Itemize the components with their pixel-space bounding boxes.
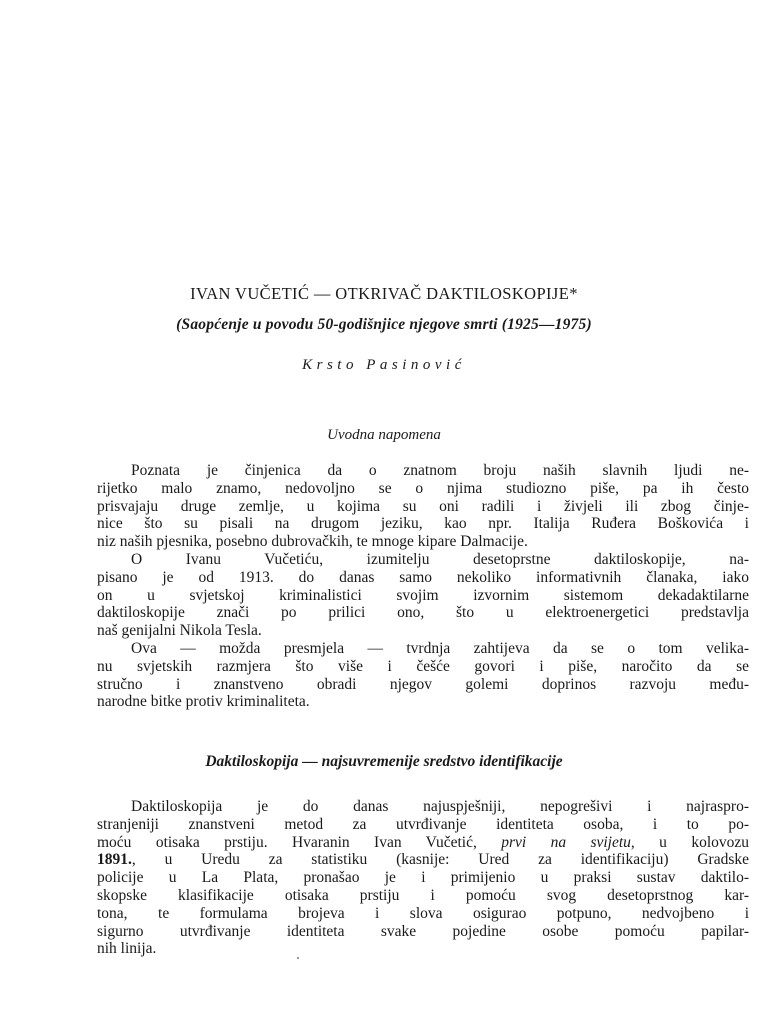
article-subtitle: (Saopćenje u povodu 50-godišnjice njegove smrti (1925—1975) [176, 316, 592, 333]
text-line: on u svjetskoj kriminalistici svojim izvornim sistemom dekadaktilarne [97, 586, 749, 604]
text-line: Daktiloskopija je do danas najuspješniji, nepogrešivi i najraspro- [131, 798, 749, 815]
section-heading-dactyloscopy: Daktiloskopija — najsuvremenije sredstvo identifikacije [205, 753, 563, 770]
text-line: skopske klasifikacije otisaka prstiju i pomoću svog desetoprstnog kar- [97, 886, 749, 904]
text-line: stručno i znanstveno obradi njegov golemi doprinos razvoju među- [97, 675, 749, 693]
text-line: Poznata je činjenica da o znatnom broju naših slavnih ljudi ne- [131, 462, 749, 479]
text-line: rijetko malo znamo, nedovoljno se o njima studiozno piše, pa ih često [97, 479, 749, 497]
text-line: policije u La Plata, pronašao je i primijenio u praksi sustav daktilo- [97, 869, 749, 887]
text-line [97, 834, 749, 852]
emphasis-text: prvi na svijetu [501, 833, 631, 851]
dactyloscopy-paragraph [97, 798, 749, 958]
text-run: , u Uredu za statistiku (kasnije: Ured za identifikaciju) Gradske [131, 851, 749, 869]
print-speck [297, 957, 299, 959]
text-run: , u kolovozu [630, 833, 750, 851]
text-line: sigurno utvrđivanje identiteta svake pojedine osobe pomoću papilar- [97, 922, 749, 940]
text-line: pisano je od 1913. do danas samo nekoliko informativnih članaka, iako [97, 568, 749, 586]
text-line: O Ivanu Vučetiću, izumitelju desetoprstne daktiloskopije, na- [131, 550, 749, 568]
text-line: tona, te formulama brojeva i slova osigurao potpuno, nedvojbeno i [97, 904, 749, 922]
text-line: naš genijalni Nikola Tesla. [97, 622, 262, 640]
intro-paragraph [97, 462, 749, 711]
text-line: nice što su pisali na drugom jeziku, kao npr. Italija Ruđera Boškovića i [97, 515, 749, 533]
section-heading-intro: Uvodna napomena [327, 427, 441, 443]
text-run: moću otisaka prstiju. Hvaranin Ivan Vučetić, [97, 833, 502, 851]
text-line [97, 851, 749, 869]
text-line: nih linija. [97, 940, 157, 958]
article-title: IVAN VUČETIĆ — OTKRIVAČ DAKTILOSKOPIJE* [190, 284, 578, 303]
text-line: stranjeniji znanstveni metod za utvrđivanje identiteta osoba, i to po- [97, 815, 749, 833]
text-line: niz naših pjesnika, posebno dubrovačkih, te mnoge kipare Dalmacije. [97, 533, 528, 551]
bold-year: 1891. [97, 851, 132, 869]
text-line: narodne bitke protiv kriminaliteta. [97, 693, 310, 711]
text-line: Ova — možda presmjela — tvrdnja zahtijeva da se o tom velika- [131, 639, 749, 657]
article-author: Krsto Pasinović [302, 357, 466, 373]
text-line: prisvajaju druge zemlje, u kojima su oni radili i živjeli ili zbog činje- [97, 497, 749, 515]
text-line: nu svjetskih razmjera što više i češće govori i piše, naročito da se [97, 657, 749, 675]
text-line: daktiloskopije znači po prilici ono, što u elektroenergetici predstavlja [97, 604, 749, 622]
